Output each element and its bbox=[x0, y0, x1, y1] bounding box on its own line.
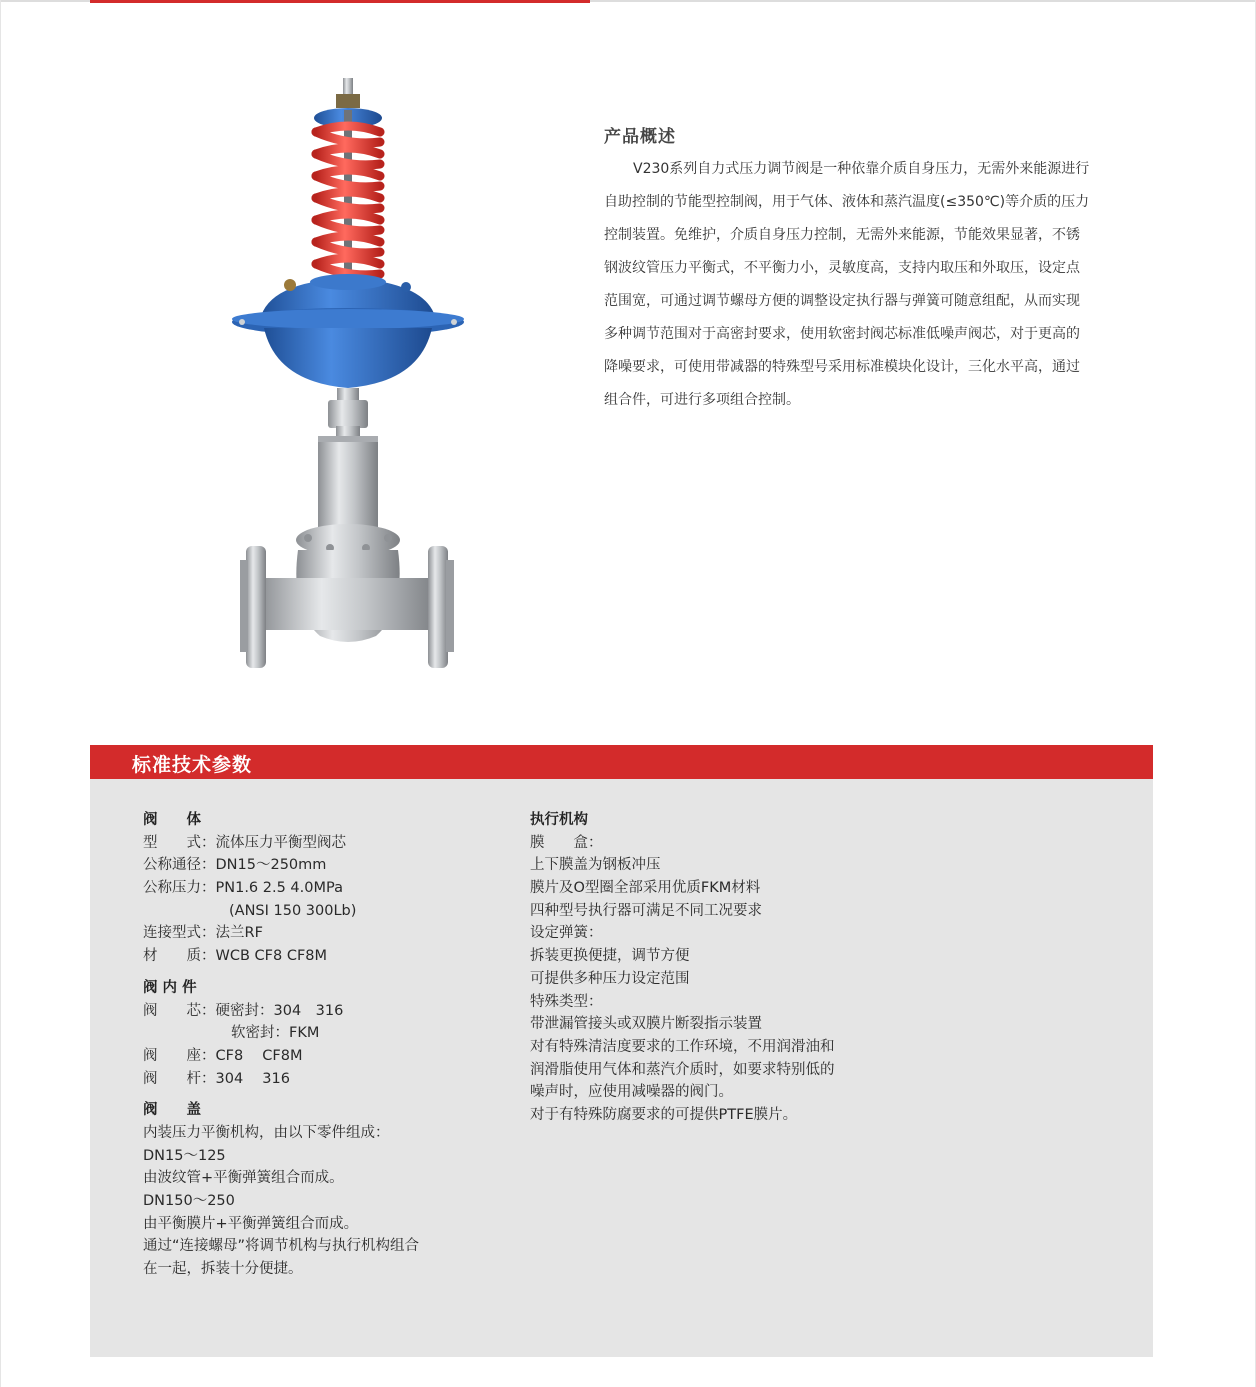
spec-label: 连接型式： bbox=[143, 925, 216, 942]
spec-value: 硬密封：304 316 bbox=[215, 1002, 344, 1019]
spec-value: 软密封：FKM bbox=[231, 1025, 320, 1042]
spec-row bbox=[143, 854, 523, 877]
spec-row bbox=[143, 1045, 523, 1068]
spec-header-bar bbox=[90, 745, 1153, 779]
overview-title: 产品概述 bbox=[604, 127, 676, 147]
spec-value: 304 316 bbox=[215, 1070, 290, 1087]
valve-product-image bbox=[220, 70, 480, 680]
overview-line: 降噪要求，可使用带减器的特殊型号采用标准模块化设计，三化水平高，通过 bbox=[604, 359, 1080, 375]
bonnet-line: 由波纹管+平衡弹簧组合而成。 bbox=[143, 1170, 344, 1187]
spec-value: DN15～250mm bbox=[215, 857, 327, 874]
trim-heading: 阀 内 件 bbox=[143, 979, 197, 996]
actuator-line: 上下膜盖为钢板冲压 bbox=[530, 857, 661, 874]
bonnet-line: 在一起，拆装十分便捷。 bbox=[143, 1261, 303, 1278]
spec-value: PN1.6 2.5 4.0MPa bbox=[215, 880, 343, 897]
spec-value: WCB CF8 CF8M bbox=[215, 948, 328, 965]
body-heading: 阀 体 bbox=[143, 812, 201, 828]
bonnet-heading: 阀 盖 bbox=[143, 1102, 201, 1119]
spec-label: 公称通径： bbox=[143, 857, 216, 874]
frame-left bbox=[0, 0, 1, 1387]
actuator-line: 设定弹簧： bbox=[530, 925, 603, 942]
actuator-line: 拆装更换便捷，调节方便 bbox=[530, 948, 690, 965]
actuator-line: 可提供多种压力设定范围 bbox=[530, 970, 690, 987]
spec-value: CF8 CF8M bbox=[215, 1047, 303, 1064]
bonnet-line: DN15～125 bbox=[143, 1147, 226, 1164]
spec-value: 流体压力平衡型阀芯 bbox=[215, 834, 346, 851]
overview-line: V230系列自力式压力调节阀是一种依靠介质自身压力，无需外来能源进行 bbox=[633, 161, 1090, 177]
spec-label: 型 式： bbox=[143, 834, 216, 851]
actuator-heading: 执行机构 bbox=[530, 812, 588, 828]
product-overview bbox=[604, 122, 1164, 417]
spec-row bbox=[143, 877, 523, 900]
actuator-line: 特殊类型： bbox=[530, 993, 603, 1010]
spec-row bbox=[143, 1068, 523, 1091]
spec-value: (ANSI 150 300Lb) bbox=[229, 902, 357, 919]
spec-value: 法兰RF bbox=[215, 925, 263, 942]
spec-row bbox=[143, 945, 523, 968]
spec-label: 阀 芯： bbox=[143, 1002, 216, 1019]
overview-line: 控制装置。免维护，介质自身压力控制，无需外来能源，节能效果显著，不锈 bbox=[604, 227, 1080, 243]
top-accent-bar bbox=[90, 0, 590, 3]
spec-right-column bbox=[530, 809, 1090, 1127]
spec-label: 材 质： bbox=[143, 948, 216, 965]
bonnet-line: 通过“连接螺母”将调节机构与执行机构组合 bbox=[143, 1238, 420, 1255]
actuator-line: 噪声时，应使用减噪器的阀门。 bbox=[530, 1084, 733, 1101]
bonnet-line: 内装压力平衡机构，由以下零件组成： bbox=[143, 1124, 390, 1141]
actuator-line: 膜 盒： bbox=[530, 834, 603, 851]
spec-row bbox=[143, 1000, 523, 1023]
actuator-line: 带泄漏管接头或双膜片断裂指示装置 bbox=[530, 1016, 762, 1033]
overview-line: 自助控制的节能型控制阀，用于气体、液体和蒸汽温度(≤350℃)等介质的压力 bbox=[604, 194, 1090, 210]
spec-label: 阀 座： bbox=[143, 1047, 216, 1064]
overview-line: 多种调节范围对于高密封要求，使用软密封阀芯标准低噪声阀芯，对于更高的 bbox=[604, 326, 1080, 342]
actuator-line: 对有特殊清洁度要求的工作环境，不用润滑油和 bbox=[530, 1038, 835, 1055]
spec-row bbox=[143, 1022, 523, 1045]
spec-row bbox=[143, 832, 523, 855]
actuator-line: 膜片及O型圈全部采用优质FKM材料 bbox=[530, 880, 761, 897]
overview-line: 范围宽，可通过调节螺母方便的调整设定执行器与弹簧可随意组配，从而实现 bbox=[604, 293, 1080, 309]
spec-label: 阀 杆： bbox=[143, 1070, 216, 1087]
spec-panel bbox=[90, 745, 1153, 1357]
overview-line: 钢波纹管压力平衡式，不平衡力小，灵敏度高，支持内取压和外取压，设定点 bbox=[604, 260, 1080, 276]
actuator-line: 润滑脂使用气体和蒸汽介质时，如要求特别低的 bbox=[530, 1061, 835, 1078]
overview-line: 组合件，可进行多项组合控制。 bbox=[604, 392, 800, 408]
spec-row bbox=[143, 922, 523, 945]
bonnet-line: DN150～250 bbox=[143, 1193, 235, 1209]
actuator-line: 对于有特殊防腐要求的可提供PTFE膜片。 bbox=[530, 1106, 798, 1123]
spec-label: 公称压力： bbox=[143, 880, 216, 897]
spec-title: 标准技术参数 bbox=[132, 754, 253, 776]
actuator-line: 四种型号执行器可满足不同工况要求 bbox=[530, 902, 762, 919]
spec-row bbox=[143, 900, 523, 923]
spec-left-column bbox=[143, 809, 523, 1281]
bonnet-line: 由平衡膜片+平衡弹簧组合而成。 bbox=[143, 1215, 359, 1232]
